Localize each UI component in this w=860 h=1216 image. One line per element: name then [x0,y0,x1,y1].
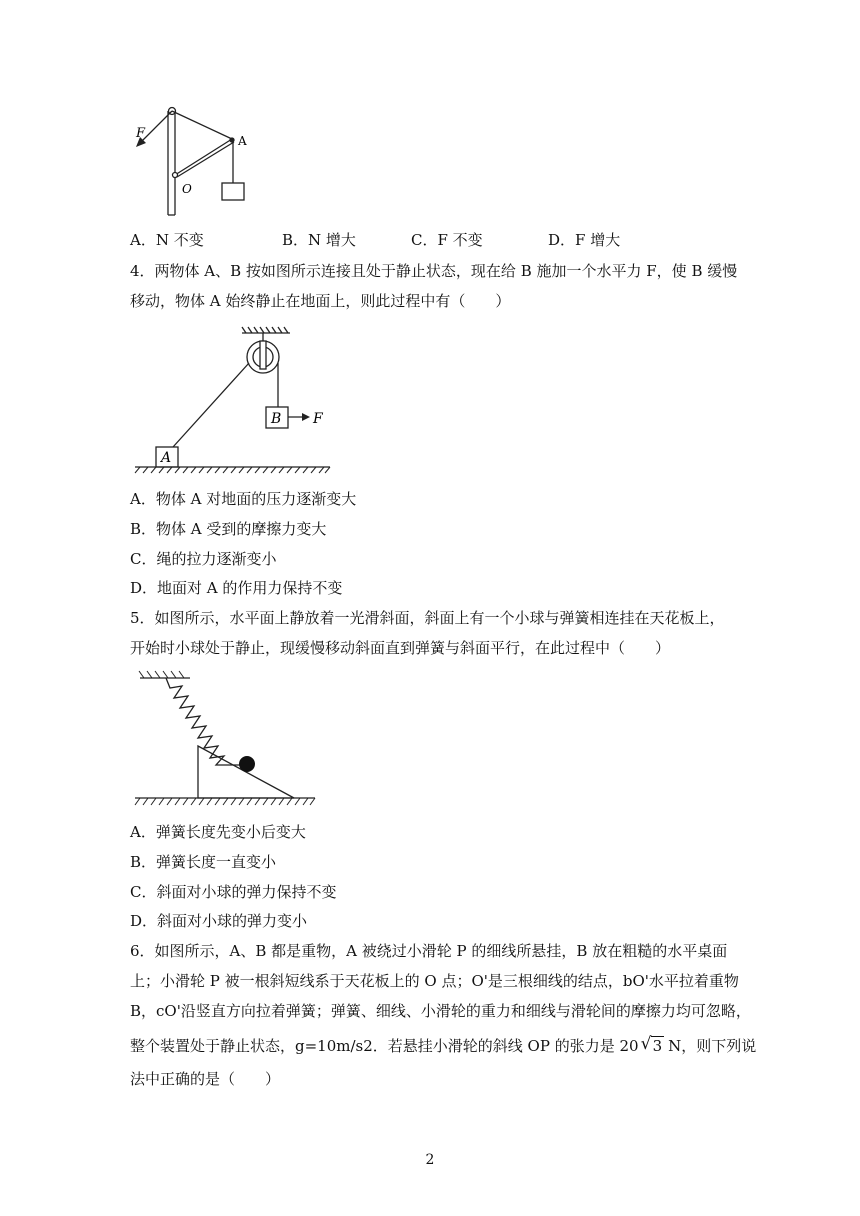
q6-line4 [130,1036,756,1056]
q4-label-a: A [161,450,172,466]
q4-stem-line1: 4．两物体 A、B 按如图所示连接且处于静止状态，现在给 B 施加一个水平力 F，使 B 缓慢 [130,262,738,280]
q5-stem-line2: 开始时小球处于静止，现缓慢移动斜面直到弹簧与斜面平行，在此过程中（ ） [130,639,671,657]
q4-option-b: B．物体 A 受到的摩擦力变大 [130,520,327,538]
q6-line4-b: N，则下列说 [668,1037,757,1055]
q3-figure [128,103,258,218]
sqrt-expression [641,1036,665,1056]
q4-stem-line2: 移动，物体 A 始终静止在地面上，则此过程中有（ ） [130,292,511,310]
q3-label-a: A [238,134,247,148]
q6-line2: 上；小滑轮 P 被一根斜短线系于天花板上的 O 点；O'是三根细线的结点，bO'水平拉着重物 [130,972,739,990]
page-number: 2 [425,1152,435,1168]
radical-sign-icon: √ [640,1034,652,1054]
q5-figure [130,668,320,813]
q3-options [0,230,860,250]
q5-stem-line1: 5．如图所示，水平面上静放着一光滑斜面，斜面上有一个小球与弹簧相连挂在天花板上， [130,609,725,627]
q5-option-d: D．斜面对小球的弹力变小 [130,912,308,930]
q4-label-f: F [313,411,323,427]
q6-line1: 6．如图所示，A、B 都是重物，A 被绕过小滑轮 P 的细线所悬挂，B 放在粗糙的水平桌面 [130,942,728,960]
q6-line5: 法中正确的是（ ） [130,1070,281,1088]
q4-option-a: A．物体 A 对地面的压力逐渐变大 [130,490,357,508]
q5-option-a: A．弹簧长度先变小后变大 [130,823,306,841]
q3-option-b: B．N 增大 [282,231,356,249]
q6-line4-a: 整个装置处于静止状态，g=10m/s2．若悬挂小滑轮的斜线 OP 的张力是 20 [130,1037,639,1055]
q3-option-a: A．N 不变 [130,231,204,249]
q4-figure [130,325,340,475]
q4-option-c: C．绳的拉力逐渐变小 [130,550,277,568]
sqrt-radicand: 3 [652,1037,663,1055]
q5-option-b: B．弹簧长度一直变小 [130,853,277,871]
q4-option-d: D．地面对 A 的作用力保持不变 [130,579,343,597]
q3-option-d: D．F 增大 [548,231,621,249]
q6-line3: B，cO'沿竖直方向拉着弹簧；弹簧、细线、小滑轮的重力和细线与滑轮间的摩擦力均可忽略， [130,1002,751,1020]
q3-label-o: O [182,182,192,196]
q3-option-c: C．F 不变 [411,231,483,249]
q3-label-f: F [136,126,146,141]
q4-label-b: B [271,411,282,427]
q5-option-c: C．斜面对小球的弹力保持不变 [130,883,337,901]
